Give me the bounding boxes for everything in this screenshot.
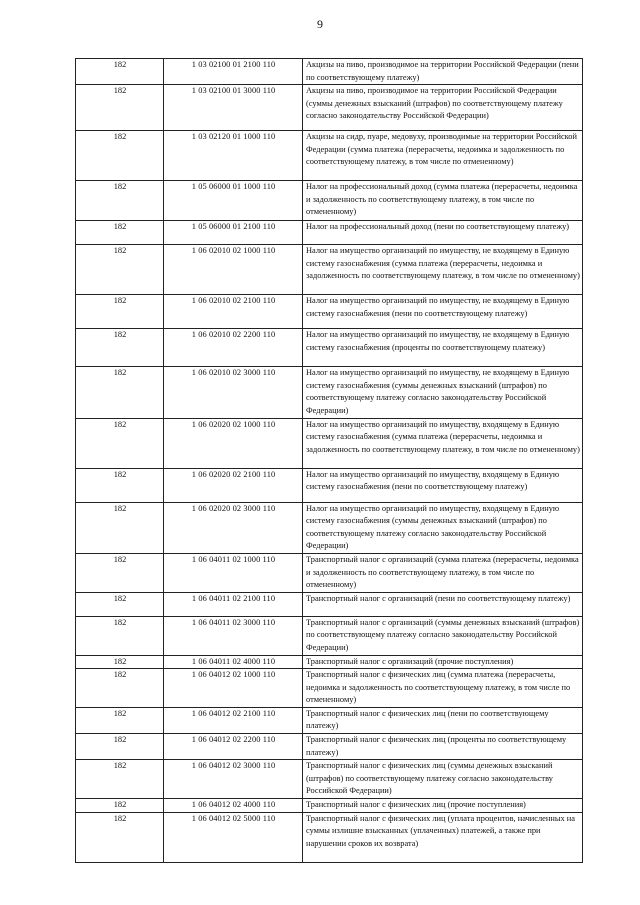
admin-code-cell: 182 <box>76 592 164 616</box>
revenue-name-cell: Налог на имущество организаций по имуществу, входящему в Единую систему газоснабжения (сумма платежа (перерасчеты, недоимка и задолженность по соответствующему платежу, в том числе по отмененному) <box>303 418 583 468</box>
revenue-name-cell: Акцизы на пиво, производимое на территории Российской Федерации (суммы денежных взысканий (штрафов) по соответствующему платежу согласно законодательству Российской Федерации) <box>303 85 583 131</box>
admin-code-cell: 182 <box>76 367 164 418</box>
table-row <box>76 502 583 553</box>
table-row <box>76 655 583 669</box>
budget-code-cell: 1 06 02010 02 2200 110 <box>164 329 303 367</box>
budget-code-cell: 1 06 04012 02 4000 110 <box>164 799 303 813</box>
budget-code-cell: 1 06 02010 02 3000 110 <box>164 367 303 418</box>
table-row <box>76 616 583 655</box>
table-row <box>76 221 583 245</box>
revenue-name-cell: Транспортный налог с физических лиц (проценты по соответствующему платежу) <box>303 734 583 760</box>
admin-code-cell: 182 <box>76 669 164 708</box>
budget-code-cell: 1 06 04012 02 3000 110 <box>164 760 303 799</box>
table-row <box>76 131 583 181</box>
revenue-name-cell: Налог на имущество организаций по имуществу, входящему в Единую систему газоснабжения (пени по соответствующему платежу) <box>303 468 583 502</box>
budget-code-cell: 1 06 04012 02 2200 110 <box>164 734 303 760</box>
admin-code-cell: 182 <box>76 418 164 468</box>
table-row <box>76 59 583 85</box>
admin-code-cell: 182 <box>76 502 164 553</box>
budget-code-cell: 1 05 06000 01 1000 110 <box>164 181 303 221</box>
table-row <box>76 367 583 418</box>
revenue-name-cell: Транспортный налог с физических лиц (уплата процентов, начисленных на суммы излишне взысканных (уплаченных) платежей, а также при нарушении сроков их возврата) <box>303 812 583 862</box>
revenue-name-cell: Транспортный налог с организаций (пени по соответствующему платежу) <box>303 592 583 616</box>
table-row <box>76 669 583 708</box>
revenue-name-cell: Налог на профессиональный доход (пени по соответствующему платежу) <box>303 221 583 245</box>
budget-code-cell: 1 06 02020 02 3000 110 <box>164 502 303 553</box>
revenue-name-cell: Транспортный налог с организаций (суммы денежных взысканий (штрафов) по соответствующему платежу согласно законодательству Российской Федерации) <box>303 616 583 655</box>
admin-code-cell: 182 <box>76 655 164 669</box>
admin-code-cell: 182 <box>76 181 164 221</box>
table-row <box>76 707 583 733</box>
budget-code-cell: 1 03 02120 01 1000 110 <box>164 131 303 181</box>
admin-code-cell: 182 <box>76 799 164 813</box>
admin-code-cell: 182 <box>76 85 164 131</box>
table-row <box>76 245 583 295</box>
admin-code-cell: 182 <box>76 760 164 799</box>
budget-code-cell: 1 03 02100 01 2100 110 <box>164 59 303 85</box>
budget-code-cell: 1 06 04012 02 2100 110 <box>164 707 303 733</box>
admin-code-cell: 182 <box>76 707 164 733</box>
revenue-name-cell: Транспортный налог с физических лиц (суммы денежных взысканий (штрафов) по соответствующему платежу согласно законодательству Российской Федерации) <box>303 760 583 799</box>
revenue-name-cell: Акцизы на сидр, пуаре, медовуху, производимые на территории Российской Федерации (сумма платежа (перерасчеты, недоимка и задолженность по соответствующему платежу, в том числе по отмененному) <box>303 131 583 181</box>
admin-code-cell: 182 <box>76 59 164 85</box>
table-row <box>76 329 583 367</box>
admin-code-cell: 182 <box>76 553 164 592</box>
budget-code-cell: 1 06 04011 02 4000 110 <box>164 655 303 669</box>
budget-code-cell: 1 05 06000 01 2100 110 <box>164 221 303 245</box>
admin-code-cell: 182 <box>76 734 164 760</box>
table-row <box>76 592 583 616</box>
admin-code-cell: 182 <box>76 131 164 181</box>
admin-code-cell: 182 <box>76 812 164 862</box>
revenue-name-cell: Налог на профессиональный доход (сумма платежа (перерасчеты, недоимка и задолженность по соответствующему платежу, в том числе по отмененному) <box>303 181 583 221</box>
budget-code-cell: 1 06 04012 02 1000 110 <box>164 669 303 708</box>
admin-code-cell: 182 <box>76 221 164 245</box>
admin-code-cell: 182 <box>76 245 164 295</box>
revenue-name-cell: Транспортный налог с организаций (прочие поступления) <box>303 655 583 669</box>
table-row <box>76 799 583 813</box>
revenue-name-cell: Налог на имущество организаций по имуществу, не входящему в Единую систему газоснабжения (суммы денежных взысканий (штрафов) по соответствующему платежу согласно законодательству Российской Федерации) <box>303 367 583 418</box>
table-row <box>76 181 583 221</box>
revenue-name-cell: Транспортный налог с физических лиц (пени по соответствующему платежу) <box>303 707 583 733</box>
budget-code-cell: 1 06 04012 02 5000 110 <box>164 812 303 862</box>
admin-code-cell: 182 <box>76 616 164 655</box>
admin-code-cell: 182 <box>76 295 164 329</box>
table-row <box>76 760 583 799</box>
table-row <box>76 468 583 502</box>
budget-code-cell: 1 06 02020 02 2100 110 <box>164 468 303 502</box>
budget-code-cell: 1 06 02010 02 2100 110 <box>164 295 303 329</box>
budget-code-cell: 1 06 02020 02 1000 110 <box>164 418 303 468</box>
budget-codes-table <box>75 58 583 863</box>
revenue-name-cell: Акцизы на пиво, производимое на территории Российской Федерации (пени по соответствующему платежу) <box>303 59 583 85</box>
revenue-name-cell: Налог на имущество организаций по имуществу, не входящему в Единую систему газоснабжения (пени по соответствующему платежу) <box>303 295 583 329</box>
budget-code-cell: 1 06 04011 02 3000 110 <box>164 616 303 655</box>
budget-code-cell: 1 06 02010 02 1000 110 <box>164 245 303 295</box>
table-row <box>76 812 583 862</box>
admin-code-cell: 182 <box>76 329 164 367</box>
revenue-name-cell: Налог на имущество организаций по имуществу, не входящему в Единую систему газоснабжения (сумма платежа (перерасчеты, недоимка и задолженность по соответствующему платежу, в том числе по отмененному) <box>303 245 583 295</box>
revenue-name-cell: Транспортный налог с организаций (сумма платежа (перерасчеты, недоимка и задолженность по соответствующему платежу, в том числе по отмененному) <box>303 553 583 592</box>
page-number: 9 <box>317 17 323 31</box>
table-row <box>76 734 583 760</box>
table-row <box>76 295 583 329</box>
table-row <box>76 553 583 592</box>
budget-code-cell: 1 06 04011 02 2100 110 <box>164 592 303 616</box>
table-row <box>76 85 583 131</box>
revenue-name-cell: Налог на имущество организаций по имуществу, не входящему в Единую систему газоснабжения (проценты по соответствующему платежу) <box>303 329 583 367</box>
table-row <box>76 418 583 468</box>
budget-code-cell: 1 03 02100 01 3000 110 <box>164 85 303 131</box>
revenue-name-cell: Транспортный налог с физических лиц (прочие поступления) <box>303 799 583 813</box>
budget-code-cell: 1 06 04011 02 1000 110 <box>164 553 303 592</box>
revenue-name-cell: Транспортный налог с физических лиц (сумма платежа (перерасчеты, недоимка и задолженность по соответствующему платежу, в том числе по отмененному) <box>303 669 583 708</box>
revenue-name-cell: Налог на имущество организаций по имуществу, входящему в Единую систему газоснабжения (суммы денежных взысканий (штрафов) по соответствующему платежу согласно законодательству Российской Федерации) <box>303 502 583 553</box>
admin-code-cell: 182 <box>76 468 164 502</box>
